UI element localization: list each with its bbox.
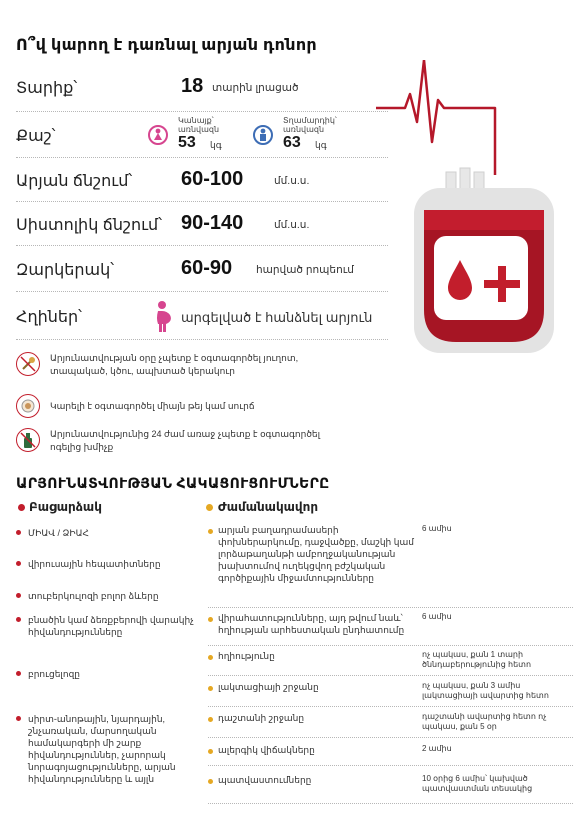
temporary-name: պատվաստումները (218, 775, 312, 785)
temporary-name: ալերգիկ վիճակները (218, 745, 315, 755)
temporary-row (208, 712, 573, 738)
permanent-item: բնածին կամ ձեռքբերովի վարակիչ հիվանդությունները (18, 614, 203, 638)
female-weight-unit: կգ (210, 140, 222, 150)
female-weight-value: 53 (178, 134, 196, 151)
temporary-duration: դաշտանի ավարտից հետո ոչ պակաս, քան 5 օր (422, 712, 547, 731)
systolic-unit: մմ.ս.ս. (274, 219, 310, 231)
male-weight-value: 63 (283, 134, 301, 151)
temporary-row (208, 744, 573, 766)
temporary-row (208, 612, 573, 646)
female-icon (148, 122, 168, 148)
age-unit: տարին լրացած (212, 82, 299, 94)
temporary-heading: Ժամանակավոր (218, 500, 319, 514)
age-value: 18 (181, 75, 204, 97)
pulse-row (16, 246, 388, 292)
note-tea-coffee-text: Կարելի է օգտագործել միայն թեյ կամ սուրճ (50, 401, 255, 411)
age-label: Տարիք՝ (16, 80, 78, 97)
female-caption-2: առնվազն (178, 125, 220, 134)
permanent-item: բրուցելոզը (18, 668, 203, 680)
systolic-value: 90-140 (181, 212, 244, 234)
contraindications-title: ԱՐՅՈՒՆԱՏՎՈՒԹՅԱՆ ՀԱԿԱՑՈՒՑՈՒՄՆԵՐԸ (16, 475, 330, 491)
temporary-name: լակտացիայի շրջանը (218, 682, 319, 692)
pulse-unit: հարված րոպեում (256, 264, 354, 276)
no-alcohol-icon (16, 428, 40, 452)
page-title: Ո՞վ կարող է դառնալ արյան դոնոր (16, 37, 317, 54)
blood-pressure-unit: մմ.ս.ս. (274, 175, 310, 187)
weight-label: Քաշ՝ (16, 128, 56, 145)
temporary-duration: 6 ամիս (422, 612, 452, 621)
pulse-label: Զարկերակ՝ (16, 262, 115, 279)
temporary-duration: ոչ պակաս, քան 1 տարի ծննդաբերությունից հետո (422, 650, 532, 669)
pregnancy-value: արգելված է հանձնել արյուն (181, 310, 373, 325)
temporary-row (208, 774, 573, 804)
note-alcohol (16, 428, 321, 456)
permanent-item: վիրուսային հեպատիտները (18, 558, 203, 570)
permanent-dot (18, 504, 25, 511)
temporary-row (208, 650, 573, 676)
note-tea-coffee (16, 394, 316, 420)
pregnant-woman-icon (149, 300, 175, 332)
plate-icon (16, 394, 40, 418)
male-caption-2: առնվազն (283, 125, 325, 134)
note-fatty-food (16, 352, 316, 380)
temporary-row (208, 524, 573, 608)
systolic-label: Սիստոլիկ ճնշում՝ (16, 217, 162, 234)
temporary-duration: 10 օրից 6 ամիս՝ կախված պատվաստման տեսակից (422, 774, 533, 793)
blood-pressure-row (16, 158, 388, 202)
no-fatty-food-icon (16, 352, 40, 376)
temporary-name: հղիությունը (218, 651, 275, 661)
permanent-item: տուբերկուլոզի բոլոր ձևերը (18, 590, 203, 602)
male-weight-unit: կգ (315, 140, 327, 150)
pulse-value: 60-90 (181, 257, 233, 279)
blood-pressure-label: Արյան ճնշում՝ (16, 173, 133, 190)
temporary-name: դաշտանի շրջանը (218, 713, 305, 723)
male-icon (253, 122, 273, 148)
pregnancy-label: Հղիներ՝ (16, 309, 82, 326)
temporary-name: արյան բաղադրամասերի փոխներարկումը, դաջվածքը, մաշկի կամ լորձաթաղանթի ամբողջականության խախտումով ուղեկցվող բժշկական գործիքային միջամտությունները (218, 525, 414, 583)
temporary-name: վիրահատությունները, այդ թվում նաև՝ հղիության արհեստական ընդհատումը (218, 613, 405, 635)
pregnancy-row (16, 292, 388, 340)
permanent-item: սիրտ-անոթային, նյարդային, շնչառական, մարսողական համակարգերի մի շարք հիվանդություններ, չարորակ նորագոյացությունները, արյան հիվանդությունները և այլն (18, 713, 203, 785)
temporary-row (208, 681, 573, 707)
note-alcohol-text: Արյունատվությունից 24 ժամ առաջ չպետք է օգտագործել ոգելից խմիչք (50, 429, 321, 452)
permanent-heading: Բացարձակ (29, 500, 102, 514)
male-caption-1: Տղամարդիկ՝ (283, 116, 337, 125)
temporary-duration: ոչ պակաս, քան 3 ամիս լակտացիայի ավարտից հետո (422, 681, 549, 700)
female-caption-1: Կանայք՝ (178, 116, 214, 125)
note-fatty-food-text: Արյունատվության օրը չպետք է օգտագործել յուղոտ, տապակած, կծու, ապխտած կերակուր (50, 353, 299, 376)
systolic-row (16, 202, 388, 246)
weight-row (16, 112, 388, 158)
temporary-duration: 2 ամիս (422, 744, 452, 753)
blood-bag-illustration (370, 60, 585, 360)
blood-pressure-value: 60-100 (181, 168, 244, 190)
temporary-dot (206, 504, 213, 511)
permanent-item: ՄԻԱՎ / ՁԻԱՀ (18, 527, 203, 539)
age-row (16, 66, 388, 112)
temporary-duration: 6 ամիս (422, 524, 452, 533)
